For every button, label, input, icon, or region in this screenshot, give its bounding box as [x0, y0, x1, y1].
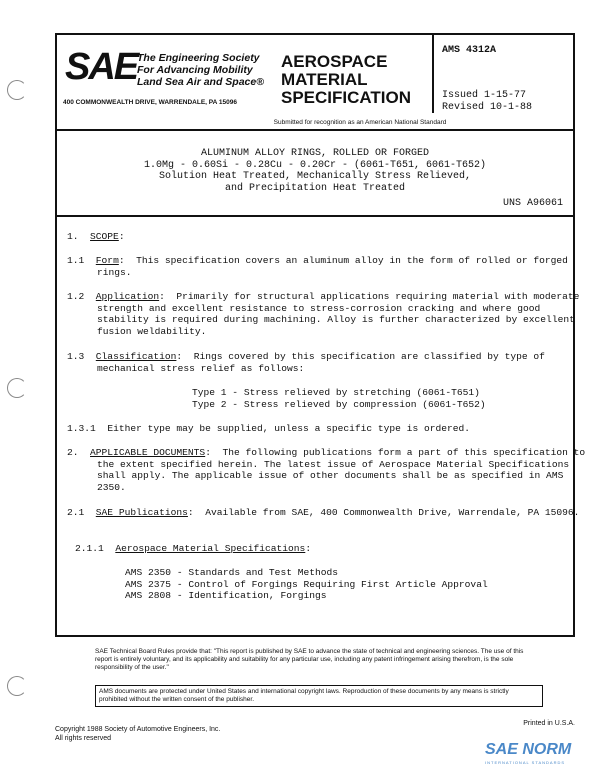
section-2: 2. APPLICABLE DOCUMENTS: The following publications form a part of this specification to the extent specified herein. The latest issue of Aerospace Material Specifications shall apply. The applicable issue of other documents shall be as specified in AMS 2350.	[67, 447, 586, 493]
section-2-1-1: 2.1.1 Aerospace Material Specifications:	[75, 543, 312, 554]
reference-list	[67, 567, 600, 602]
section-1-1: 1.1 Form: This specification covers an aluminum alloy in the form of rolled or forged rings.	[67, 255, 568, 278]
issued-date: Issued 1-15-77	[442, 90, 527, 101]
sae-logo-text: SAE	[65, 46, 138, 88]
sae-logo	[65, 46, 264, 88]
watermark: SAE NORM	[485, 741, 572, 758]
printed-in: Printed in U.S.A.	[523, 720, 575, 727]
section-1: 1. SCOPE:	[67, 231, 125, 242]
section-1-3: 1.3 Classification: Rings covered by this specification are classified by type of mechanical stress relief as follows:	[67, 351, 545, 374]
list-item: AMS 2808 - Identification, Forgings	[125, 590, 327, 601]
list-item: AMS 2350 - Standards and Test Methods	[125, 567, 339, 578]
copyright-notice: AMS documents are protected under United States and international copyright laws. Reproduction of these documents by any means is strictly prohibited without the written consent of the publisher.	[95, 685, 543, 707]
revised-date: Revised 10-1-88	[442, 102, 533, 113]
uns-number: UNS A96061	[502, 198, 563, 209]
address: 400 COMMONWEALTH DRIVE, WARRENDALE, PA 15096	[63, 99, 237, 106]
punch-hole	[7, 676, 27, 696]
spec-frame	[55, 33, 586, 637]
section-1-3-1: 1.3.1 Either type may be supplied, unless a specific type is ordered.	[67, 423, 471, 434]
punch-hole	[7, 80, 27, 100]
society-line: The Engineering Society	[137, 52, 260, 64]
section-1-2: 1.2 Application: Primarily for structural applications requiring material with moderate strength and excellent resistance to stress-corrosion cracking and where good stability is required during machining. Alloy is further characterized by excellent fusion weldability.	[67, 291, 580, 337]
society-line: Land Sea Air and Space®	[137, 76, 264, 88]
board-rules: SAE Technical Board Rules provide that: "This report is published by SAE to advance the state of technical and engineering sciences. The use of this report is entirely voluntary, and its applicability and suitability for any particular use, including any patent infringement arising therefrom, is the sole responsibility of the user."	[95, 648, 524, 671]
spec-title: AEROSPACE MATERIAL SPECIFICATION	[281, 52, 412, 107]
section-2-1: 2.1 SAE Publications: Available from SAE, 400 Commonwealth Drive, Warrendale, PA 15096.	[67, 507, 580, 518]
society-line: For Advancing Mobility	[137, 64, 253, 76]
submitted-note: Submitted for recognition as an American National Standard	[273, 119, 447, 126]
type-list: Type 1 - Stress relieved by stretching (6061-T651) Type 2 - Stress relieved by compression (6061-T652)	[192, 387, 486, 410]
title-block: ALUMINUM ALLOY RINGS, ROLLED OR FORGED 1.0Mg - 0.60Si - 0.28Cu - 0.20Cr - (6061-T651, 6061-T652) Solution Heat Treated, Mechanically Stress Relieved, and Precipitation Heat Treated	[143, 148, 487, 194]
list-item: AMS 2375 - Control of Forgings Requiring First Article Approval	[125, 578, 488, 590]
ams-number: AMS 4312A	[442, 45, 497, 56]
watermark-sub: INTERNATIONAL STANDARDS	[485, 760, 566, 765]
punch-hole	[7, 378, 27, 398]
copyright: Copyright 1988 Society of Automotive Engineers, Inc. All rights reserved	[55, 726, 221, 742]
issue-dates	[442, 90, 532, 114]
